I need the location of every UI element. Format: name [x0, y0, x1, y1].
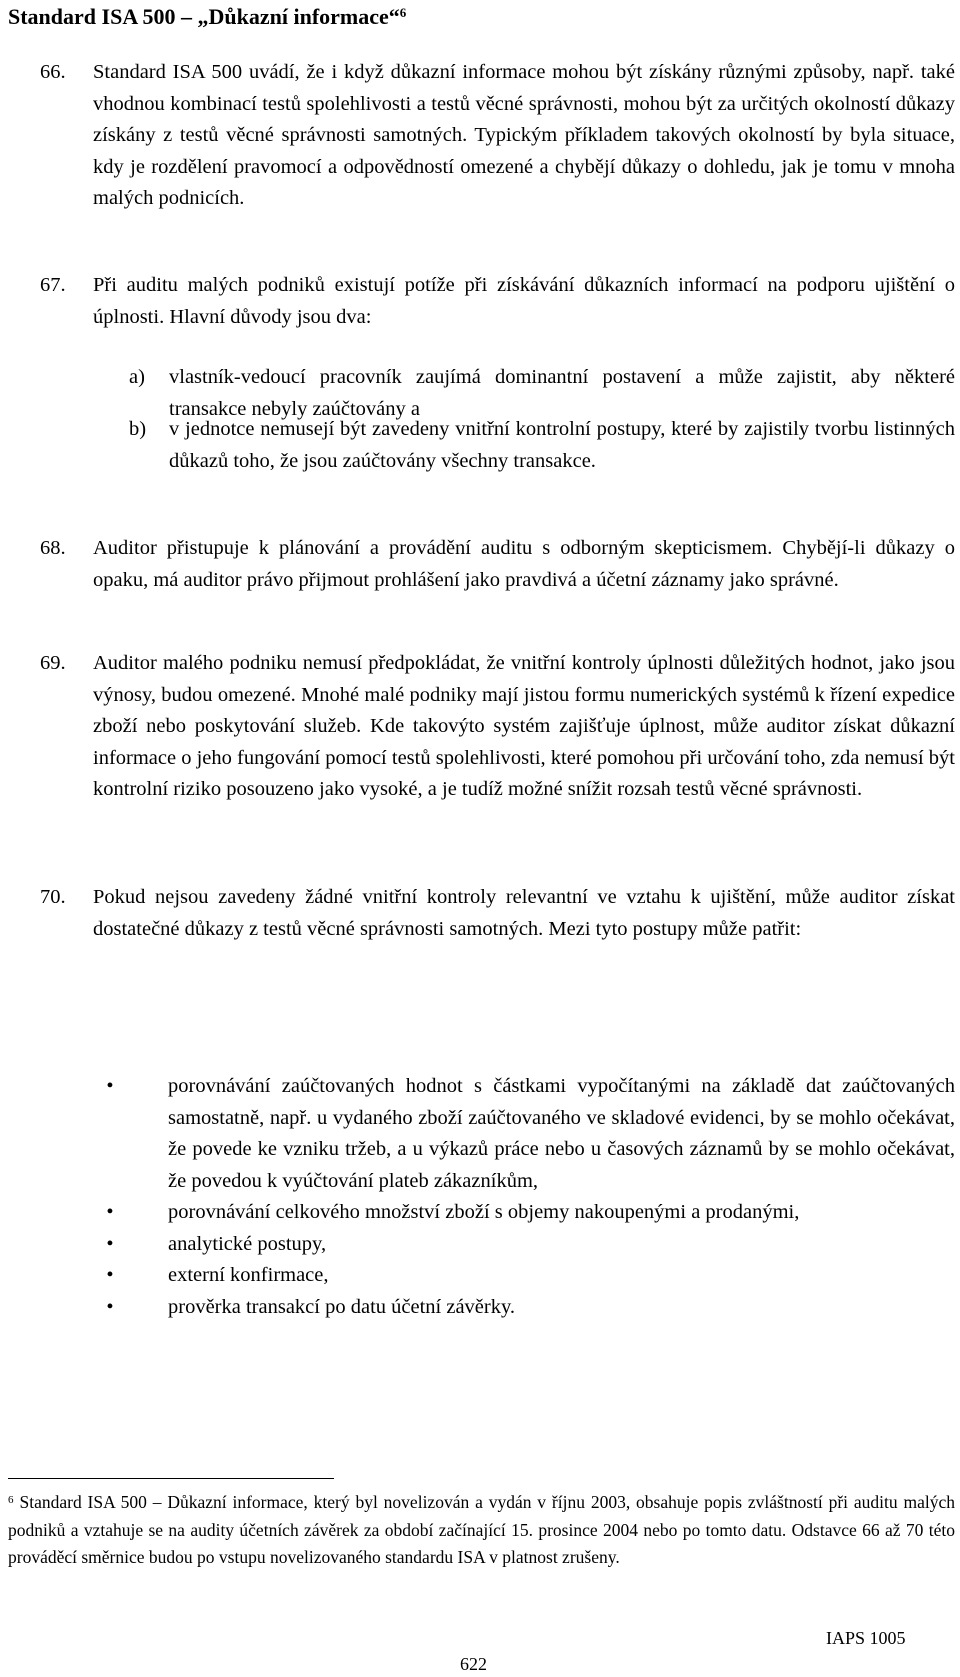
- section-heading: [8, 2, 406, 32]
- paragraph-text: Standard ISA 500 uvádí, že i když důkazní informace mohou být získány různými způsoby, např. také vhodnou kombinací testů spolehlivosti a testů věcné správnosti, mohou být za určitých okolností důkazy získány z testů věcné správnosti samotných. Typickým příkladem takových okolností by byla situace, kdy je rozdělení pravomocí a odpovědností omezené a chybějí důkazy o dohledu, jak je tomu v mnoha malých podnicích.: [93, 61, 955, 209]
- paragraph-text: Při auditu malých podniků existují potíže při získávání důkazních informací na podporu ujištění o úplnosti. Hlavní důvody jsou dva:: [93, 274, 955, 328]
- section-heading-text: Standard ISA 500 – „Důkazní informace“: [8, 4, 400, 29]
- list-item-text: vlastník-vedoucí pracovník zaujímá dominantní postavení a může zajistit, aby některé transakce nebyly zaúčtovány a: [169, 366, 955, 420]
- paragraph-number: 67.: [40, 274, 66, 296]
- bullet-text: porovnávání zaúčtovaných hodnot s částkami vypočítanými na základě dat zaúčtovaných samostatně, např. u vydaného zboží zaúčtovaného ve skladové evidenci, by se mohlo očekávat, že povede ke vzniku tržeb, a u výkazů práce nebo u časových záznamů by se mohlo očekávat, že povedou k vyúčtování plateb zákazníkům,: [168, 1075, 955, 1192]
- list-item-letter: a): [129, 366, 145, 388]
- list-item-letter: b): [129, 418, 147, 440]
- paragraph-number: 68.: [40, 537, 66, 559]
- paragraph-70: [40, 882, 955, 945]
- footnote-separator: [8, 1478, 334, 1479]
- list-item-text: v jednotce nemusejí být zavedeny vnitřní kontrolní postupy, které by zajistily tvorbu listinných důkazů toho, že jsou zaúčtovány všechny transakce.: [169, 418, 955, 472]
- footnote-reference: 6: [399, 5, 407, 20]
- bullet-list: [100, 1071, 955, 1323]
- bullet-item: [100, 1071, 955, 1197]
- bullet-dot-icon: •: [106, 1264, 114, 1286]
- bullet-text: prověrka transakcí po datu účetní závěrky.: [168, 1295, 516, 1318]
- footnote-text: Standard ISA 500 – Důkazní informace, který byl novelizován a vydán v říjnu 2003, obsahuje popis zvláštností při auditu malých podniků a vztahuje se na audity účetních závěrek za období začínající 15. prosince 2004 nebo po tomto datu. Odstavce 66 až 70 této prováděcí směrnice budou po vstupu novelizovaného standardu ISA v platnost zrušeny.: [8, 1492, 955, 1567]
- bullet-item: [100, 1229, 955, 1261]
- paragraph-number: 69.: [40, 652, 66, 674]
- paragraph-text: Auditor malého podniku nemusí předpokládat, že vnitřní kontroly úplnosti důležitých hodnot, jako jsou výnosy, budou omezené. Mnohé malé podniky mají jistou formu numerických systémů k řízení expedice zboží nebo poskytování služeb. Kde takovýto systém zajišťuje úplnost, může auditor získat důkazní informace o jeho fungování pomocí testů spolehlivosti, které pomohou při určování toho, zda nemusí být kontrolní riziko posouzeno jako vysoké, a je tudíž možné snížit rozsah testů věcné správnosti.: [93, 652, 955, 800]
- footnote: [8, 1489, 955, 1572]
- bullet-dot-icon: •: [106, 1075, 114, 1097]
- paragraph-text: Auditor přistupuje k plánování a provádění auditu s odborným skepticismem. Chybějí-li důkazy o opaku, má auditor právo přijmout prohlášení jako pravdivá a účetní záznamy jako správné.: [93, 537, 955, 591]
- paragraph-66: [40, 57, 955, 215]
- bullet-item: [100, 1197, 955, 1229]
- bullet-text: porovnávání celkového množství zboží s objemy nakoupenými a prodanými,: [168, 1201, 800, 1223]
- paragraph-69: [40, 648, 955, 806]
- paragraph-68: [40, 533, 955, 596]
- paragraph-67: [40, 270, 955, 333]
- bullet-text: analytické postupy,: [168, 1232, 327, 1255]
- bullet-item: [100, 1260, 955, 1292]
- paragraph-number: 70.: [40, 886, 66, 908]
- bullet-item: [100, 1292, 955, 1324]
- paragraph-text: Pokud nejsou zavedeny žádné vnitřní kontroly relevantní ve vztahu k ujištění, může auditor získat dostatečné důkazy z testů věcné správnosti samotných. Mezi tyto postupy může patřit:: [93, 886, 955, 940]
- list-item-b: [129, 414, 955, 477]
- bullet-dot-icon: •: [106, 1295, 114, 1318]
- footnote-marker: 6: [8, 1494, 14, 1506]
- bullet-text: externí konfirmace,: [168, 1264, 329, 1286]
- document-id: IAPS 1005: [826, 1628, 906, 1648]
- bullet-dot-icon: •: [106, 1201, 114, 1223]
- page-number: 622: [460, 1654, 487, 1674]
- bullet-dot-icon: •: [106, 1232, 114, 1255]
- paragraph-number: 66.: [40, 61, 66, 83]
